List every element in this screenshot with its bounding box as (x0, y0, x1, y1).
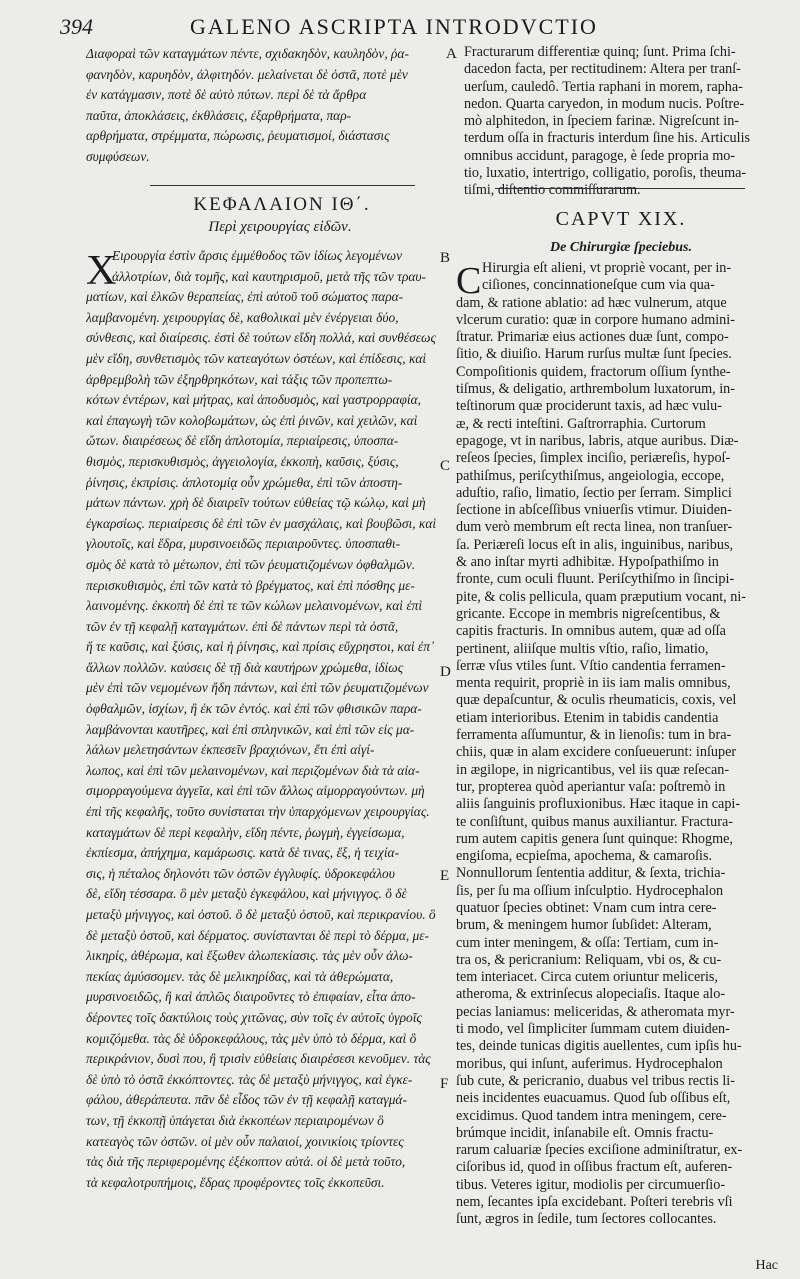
text-line: δέροντες τοῖς δακτύλοις τοὺς χιτῶνας, σὺν τοῖς ἐν αὐτοῖς ὑγροῖς (86, 1009, 422, 1025)
text-line: quæ depaſcuntur, & oculis rheumaticis, coxis, vel (456, 692, 737, 709)
text-line: ἐγκαρσίως. περιαίρεσις δὲ ἐπὶ τῶν ἐν μασχάλαις, καὶ βουβῶσι, καὶ (86, 515, 437, 531)
text-line: ſis, per ſu ma oſſium inſculptio. Hydrocephalon (456, 882, 724, 899)
text-line: μὲν εἴδη, συνθετισμὸς τῶν κατεαγότων ὀστέων, καὶ ἐπίδεσις, καὶ (86, 350, 427, 366)
running-title: GALENO ASCRIPTA INTRODVCTIO (190, 14, 598, 39)
text-line: reſeos ſpecies, ſimplex inciſio, periæreſis, hypoſ- (456, 450, 731, 467)
greek-chapter-subtitle: Περὶ χειρουργίας εἰδῶν. (208, 219, 352, 235)
text-line: δὲ, εἴδη τέσσαρα. ὃ μὲν μεταξὺ ἐγκεφάλου, καὶ μήνιγγος. ὃ δὲ (86, 886, 407, 902)
text-line: Nonnullorum ſententia additur, & ſexta, trichia- (456, 865, 726, 882)
text-line: quatuor ſpecies obtinet: Vnam cum intra cere- (456, 899, 717, 916)
text-line: tra os, & pericranium: Reliquam, vbi os, & cu- (456, 951, 722, 968)
text-line: λαμβανομένη. χειρουργίας δὲ, καθολικαὶ μὲν ἐνέργειαι δύο, (86, 309, 399, 325)
text-line: καὶ ἐπαγωγὴ τῶν κολοβωμάτων, ὡς ἐπὶ ῥινῶν, καὶ χειλῶν, καὶ (86, 412, 418, 428)
text-line: dacedon facta, per rectitudinem: Altera per tranſ- (464, 61, 741, 78)
text-line: Compoſitionis quidem, fractorum oſſium ſynthe- (456, 363, 731, 380)
text-line: ῥίνησις, ἐκπρίσις. ἁπλοτομίᾳ οὖν χρώμεθα, ἐπὶ τῶν ἀποστη- (86, 474, 403, 490)
page-number: 394 (60, 14, 93, 39)
text-line: λαινομένης. ἐκκοπὴ δὲ ἐπὶ τε τῶν κώλων μελαινομένων, καὶ ἐπὶ (86, 598, 423, 614)
text-line: μεταξὺ μήνιγγος, καὶ ὀστοῦ. ὃ δὲ μεταξὺ ὀστοῦ, καὶ περικρανίου. ὃ (86, 907, 436, 922)
text-line: ἐν κατάγμασιν, ποτὲ δὲ αὐτὸ πύτων. περὶ δὲ τὰ ἄρθρα (86, 87, 367, 103)
text-line: μάτων πάντων. χρὴ δὲ διαιρεῖν τούτων εὐθείας τῷ κώλῳ, καὶ μὴ (86, 495, 426, 511)
latin-drop-capital: C (456, 260, 482, 302)
text-line: brúmque incidit, inſanabile eſt. Omnis fractu- (456, 1124, 714, 1141)
text-line: των, τῇ ἐκκοπῇ ὑπάγεται διὰ ἐκκοπέων περιαιρομένων ὃ (86, 1112, 384, 1128)
text-line: vlcerum curatio: quæ in corpore humano admini- (456, 311, 735, 328)
text-line: ciſiones, concinnationeſque cum via qua- (482, 277, 715, 294)
text-line: Ειρουργία ἐστὶν ἄρσις ἐμμέθοδος τῶν ἰδίως λεγομένων (112, 248, 403, 263)
text-line: etiam interioribus. Etenim in tabidis candentia (456, 709, 719, 726)
divider-rule (495, 188, 745, 189)
text-line: μυρσινοειδῶς, ἢ καὶ ἁπλῶς διαιροῦντες τὸ ἐπιφαίαν, εἶτα ἀπο- (86, 989, 416, 1005)
latin-chapter-subtitle: De Chirurgiæ ſpeciebus. (550, 240, 692, 255)
text-line: tes, deinde tunicas digitis auellentes, cum ipſis hu- (456, 1038, 742, 1055)
text-line: ciſoribus id, quod in oſſibus fractum eſt, auferen- (456, 1159, 733, 1176)
text-line: τὰς διὰ τῆς περιφερομένης ἐξέκοπτον αὐτά. οἱ δὲ μετὰ τοῦτο, (86, 1154, 406, 1170)
text-line: tiſmus, & deligatio, arthrembolum luxatorum, in- (456, 381, 735, 398)
text-line: terdum oſſa in fracturis interdum ſine his. Articulis (464, 130, 751, 147)
text-line: epagoge, vt in naribus, labris, atque auribus. Diæ- (456, 432, 739, 449)
text-line: gricante. Eccope in membris nigreſcentibus, & (456, 605, 721, 622)
text-line: te conſiſtunt, quibus manus auxiliantur. Fractura- (456, 813, 733, 830)
text-line: αρθρήματα, στρέμματα, πώρωσις, ῥευματισμοί, διάστασις (86, 128, 390, 144)
text-line: dum verò membrum eſt recta linea, non tranſuer- (456, 519, 733, 536)
latin-text-top (464, 44, 780, 200)
text-line: σμὸς δὲ κατὰ τὸ μέτωπον, ἐπὶ τῶν ῥευματιζομένων ὀφθαλμῶν. (86, 556, 416, 572)
text-line: cum inter meningem, & oſſa: Tertiam, cum in- (456, 934, 719, 951)
text-line: tur, propterea quòd aperiantur vaſa: poſtremò in (456, 778, 726, 795)
text-line: ſitio, & diuiſio. Harum rurſus multæ ſunt ſpecies. (456, 346, 732, 363)
divider-rule (150, 185, 415, 186)
text-line: κομιζόμεθα. τὰς δὲ ὑδροκεφάλους, τὰς μὲν ὑπὸ τὸ δέρμα, καὶ ὃ (86, 1030, 417, 1046)
catchword: Hac (755, 1258, 778, 1273)
text-line: ἀλλοτρίων, διὰ τομῆς, καὶ καυτηρισμοῦ, μετὰ τῆς τῶν τραυ- (112, 268, 427, 284)
text-line: πεκίας ἀμύσσομεν. τὰς δὲ μελικηρίδας, καὶ τὰ ἀθερώματα, (86, 968, 394, 984)
text-line: æ, & recti inteſtini. Gaſtrorraphia. Curtorum (456, 415, 706, 432)
text-line: σις, ἡ πέταλος δηλονότι τῶν ὀστῶν ἐγγλυφίς. ὑδροκεφάλου (86, 865, 395, 881)
text-line: excidimus. Quod tandem intra meningem, cere- (456, 1107, 727, 1124)
text-line: tibus. Veteres igitur, modiolis per circumuerſio- (456, 1176, 726, 1193)
text-line: μὲν ἐπὶ τῶν νεμομένων ἤδη πάντων, καὶ ἐπὶ τῶν ῥευματιζομένων (86, 680, 429, 696)
margin-marker: D (440, 664, 451, 680)
text-line: ἄλλων πολλῶν. καύσεις δὲ τῇ διὰ καυτήρων χρώμεθα, ἰδίως (86, 659, 404, 675)
margin-marker: C (440, 458, 451, 474)
text-line: pertinent, aliiſque multis vſtio, raſio, limatio, (456, 640, 709, 657)
text-line: capitis fracturis. In omnibus autem, quæ ad oſſa (456, 623, 726, 640)
text-line: φάλου, ἀθεράπευτα. πᾶν δὲ εἶδος τῶν ἐν τῇ κεφαλῇ καταγμά- (86, 1092, 407, 1108)
text-line: aduſtio, raſio, limatio, ſectio per ſerram. Simplici (456, 484, 732, 501)
text-line: uerſum, cauledô. Tertia raphani in morem, rapha- (464, 78, 743, 95)
text-line: in ægilope, in nigricantibus, vel iis quæ reſecan- (456, 761, 730, 778)
text-line: Fracturarum differentiæ quinq; ſunt. Prima ſchi- (464, 44, 736, 60)
text-line: λαμβάνονται καυτῆρες, καὶ ἐπὶ σπληνικῶν, καὶ ἐπὶ τῶν εἰς μα- (86, 721, 415, 737)
greek-text-top (86, 44, 441, 168)
text-line: περισκυθισμὸς, ἐπὶ τῶν κατὰ τὸ βρέγματος, καὶ ἐπὶ πόσθης με- (86, 577, 415, 593)
text-line: omnibus accidunt, paragoge, è ſede propria mo- (464, 147, 736, 164)
text-line: θισμὸς, περισκυθισμὸς, ἀγγειολογία, ἐκκοπὴ, καῦσις, ξύσις, (86, 453, 399, 469)
text-line: ferramenta aſſumuntur, & in lienoſis: tum in bra- (456, 727, 732, 744)
text-line: γλουτοῖς, καὶ ἕδρα, μυρσινοειδῶς περιαιροῦντες. ὑποσπαθι- (86, 536, 401, 552)
text-line: chiis, quæ in alam excidere conſueuerunt: inſuper (456, 744, 737, 761)
text-line: ἐκπίεσμα, ἀπήχημα, καμάρωσις. κατὰ δὲ τινας, ἕξ, ἡ τειχία- (86, 845, 400, 861)
text-line: ſa. Periæreſi locus eſt in alis, inguinibus, naribus, (456, 536, 734, 553)
text-line: menta requirit, propriè in iis iam malis omnibus, (456, 675, 731, 692)
text-line: ὀφθαλμῶν, ἰσχίων, ἢ ἐκ τῶν ἐντός. καὶ ἐπὶ τῶν φθισικῶν παρα- (86, 701, 422, 717)
text-line: φανηδὸν, καρυηδὸν, ἀλφιτηδόν. μελαίνεται δὲ ὀστᾶ, ποτὲ μὲν (86, 66, 408, 82)
greek-drop-capital: Χ (86, 248, 117, 294)
text-line: κότων ἐντέρων, καὶ μήτρας, καὶ ἀποδυσμὸς, καὶ γαστρορραφία, (86, 392, 421, 408)
text-line: tiſmi, diſtentio commiſſurarum. (464, 182, 641, 199)
text-line: pecias laniamus: meliceridas, & atheromata myr- (456, 1003, 735, 1020)
text-line: ἀρθρεμβολὴ τῶν ἐξηρθρηκότων, καὶ τάξις τῶν προπεπτω- (86, 371, 393, 387)
text-line: λωπος, καὶ ἐπὶ τῶν μελαινομένων, καὶ περιζομένων διὰ τὰ αἰα- (86, 762, 420, 778)
text-line: λάλων μελετησάντων ἐκπεσεῖν βραχιόνων, ἔτι ἐπὶ αἰγί- (86, 742, 375, 758)
margin-marker: A (446, 46, 457, 62)
text-line: τὰ κεφαλοτρυπήμοις, ἕδρας προφέροντες τοῖς ἐκκοπεῦσι. (86, 1174, 385, 1190)
greek-chapter-title: ΚΕΦΑΛΑΙΟΝ ΙΘ΄. (193, 194, 371, 215)
margin-marker: E (440, 868, 450, 884)
text-line: σύνθεσις, καὶ διαίρεσις. ἐστὶ δὲ τούτων εἴδη πολλά, καὶ συνθέσεως (86, 330, 436, 346)
text-line: tio, luxatio, intertrigo, colligatio, poroſis, theuma- (464, 165, 747, 182)
text-line: rum autem capitis genera ſunt quinque: Rhogme, (456, 830, 733, 847)
text-line: ſub cute, & pericranio, duabus vel tribus rectis li- (456, 1072, 735, 1089)
text-line: moribus, qui inſunt, auferimus. Hydrocephalon (456, 1055, 723, 1072)
latin-text-body (456, 260, 780, 1229)
text-line: ὤτων. διαιρέσεως δὲ εἴδη ἁπλοτομία, περιαίρεσις, ὑποσπα- (86, 433, 399, 449)
text-line: ἐπὶ τῆς κεφαλῆς, τοῦτο συνίσταται τὴν ὑπαρχόμενων χειρουργίας. (86, 804, 430, 820)
text-line: tem interiacet. Circa cutem oriuntur meliceris, (456, 969, 718, 986)
text-line: teſtinorum quæ prociderunt taxis, ad hæc vulu- (456, 398, 722, 415)
text-line: dam, & ratione ablatio: ad hæc vulnerum, atque (456, 294, 727, 311)
text-line: κατεαγὸς τῶν ὀστῶν. οἱ μὲν οὖν παλαιοί, χοινικίοις τρίοντες (86, 1133, 404, 1149)
text-line: mò alphitedon, in ſpeciem farinæ. Nigreſcunt in- (464, 113, 740, 130)
text-line: aliis ſanguinis profluxionibus. Hæc itaque in capi- (456, 796, 741, 813)
greek-text-body (86, 246, 441, 1193)
text-line: pathiſmus, periſcythiſmus, angeiologia, eccope, (456, 467, 725, 484)
text-line: neis incidentes euacuamus. Quod ſub oſſibus eſt, (456, 1090, 731, 1107)
text-line: λικηρίς, ἀθέρωμα, καὶ ἔξωθεν ἀλωπεκίασις. τὰς μὲν οὖν ἀλω- (86, 948, 413, 964)
text-line: καταγμάτων δὲ περὶ κεφαλὴν, εἴδη πέντε, ῥωγμὴ, ἐγγείσωμα, (86, 824, 405, 840)
margin-marker: F (440, 1076, 449, 1092)
text-line: δὲ ὑπὸ τὸ ὀστᾶ ἐκκόπτοντες. τὰς δὲ μεταξὺ μήνιγγος, καὶ ἐγκε- (86, 1071, 413, 1087)
text-line: Διαφοραὶ τῶν καταγμάτων πέντε, σχιδακηδὸν, καυληδὸν, ῥα- (86, 46, 409, 61)
text-line: σιμορραγούμενα ἀγγεῖα, καὶ ἐπὶ τῶν ἄλλως αἱμορραγούντων. μὴ (86, 783, 425, 799)
text-line: ti modo, vel ſimpliciter ſummam cutem diuiden- (456, 1021, 730, 1038)
text-line: rarum caluariæ ſpecies exciſione adminiſtratur, ex- (456, 1142, 743, 1159)
text-line: nedon. Quarta caryedon, in modum nucis. Poſtre- (464, 95, 745, 112)
text-line: pite, & colis pellicula, quam præputium vocant, ni- (456, 588, 746, 605)
page-header (60, 14, 780, 40)
text-line: atheroma, & extrinſecus alopeciaſis. Itaque alo- (456, 986, 726, 1003)
text-line: brum, & meningem humor ſubſidet: Alteram, (456, 917, 712, 934)
latin-chapter-title: CAPVT XIX. (555, 208, 687, 230)
text-line: περικράνιον, δυσὶ που, ἢ τρισὶν εὐθείαις διαιρέσεσι κενοῦμεν. τὰς (86, 1051, 431, 1067)
margin-marker: B (440, 250, 451, 266)
text-line: τῶν ἐν τῇ κεφαλῇ καταγμάτων. ἐπὶ δὲ πάντων περὶ τὰ ὀστᾶ, (86, 618, 399, 634)
text-line: engiſoma, ecpieſma, apochema, & camaroſis. (456, 848, 713, 865)
text-line: ſerræ vſus vtiles ſunt. Vſtio candentia ferramen- (456, 657, 726, 674)
text-line: ἥ τε καῦσις, καὶ ξύσις, καὶ ἡ ῥίνησις, καὶ πρίσις εὔχρηστοι, καὶ ἐπ᾽ (86, 639, 435, 655)
text-line: δὲ μεταξὺ ὀστοῦ, καὶ δέρματος. συνίστανται δὲ περὶ τὸ δέρμα, με- (86, 927, 430, 943)
text-line: fronte, cum oculi fluunt. Periſcythiſmo in ſincipi- (456, 571, 735, 588)
text-line: Hirurgia eſt alieni, vt propriè vocant, per in- (482, 260, 732, 276)
text-line: ματίων, καὶ ἑλκῶν θεραπείας, ἐπὶ αὐτοῦ τοῦ σώματος παρα- (86, 289, 404, 305)
text-line: συμφύσεων. (86, 148, 150, 164)
text-line: παῦτα, ἀποκλάσεις, ἐκθλάσεις, ἐξαρθρήματα, παρ- (86, 107, 352, 123)
text-line: ſectione in abſceſſibus vniuerſis vtimur. Diuiden- (456, 502, 732, 519)
text-line: nem, ſecantes ipſa excidebant. Poſteri terebris vſi (456, 1194, 733, 1211)
text-line: & ano inſtar myrti adhibitæ. Hypoſpathiſmo in (456, 554, 719, 571)
text-line: ſtratur. Primariæ eius actiones duæ ſunt, compo- (456, 329, 729, 346)
text-line: ſunt, ægros in ſedile, tum ſectores collocantes. (456, 1211, 717, 1228)
